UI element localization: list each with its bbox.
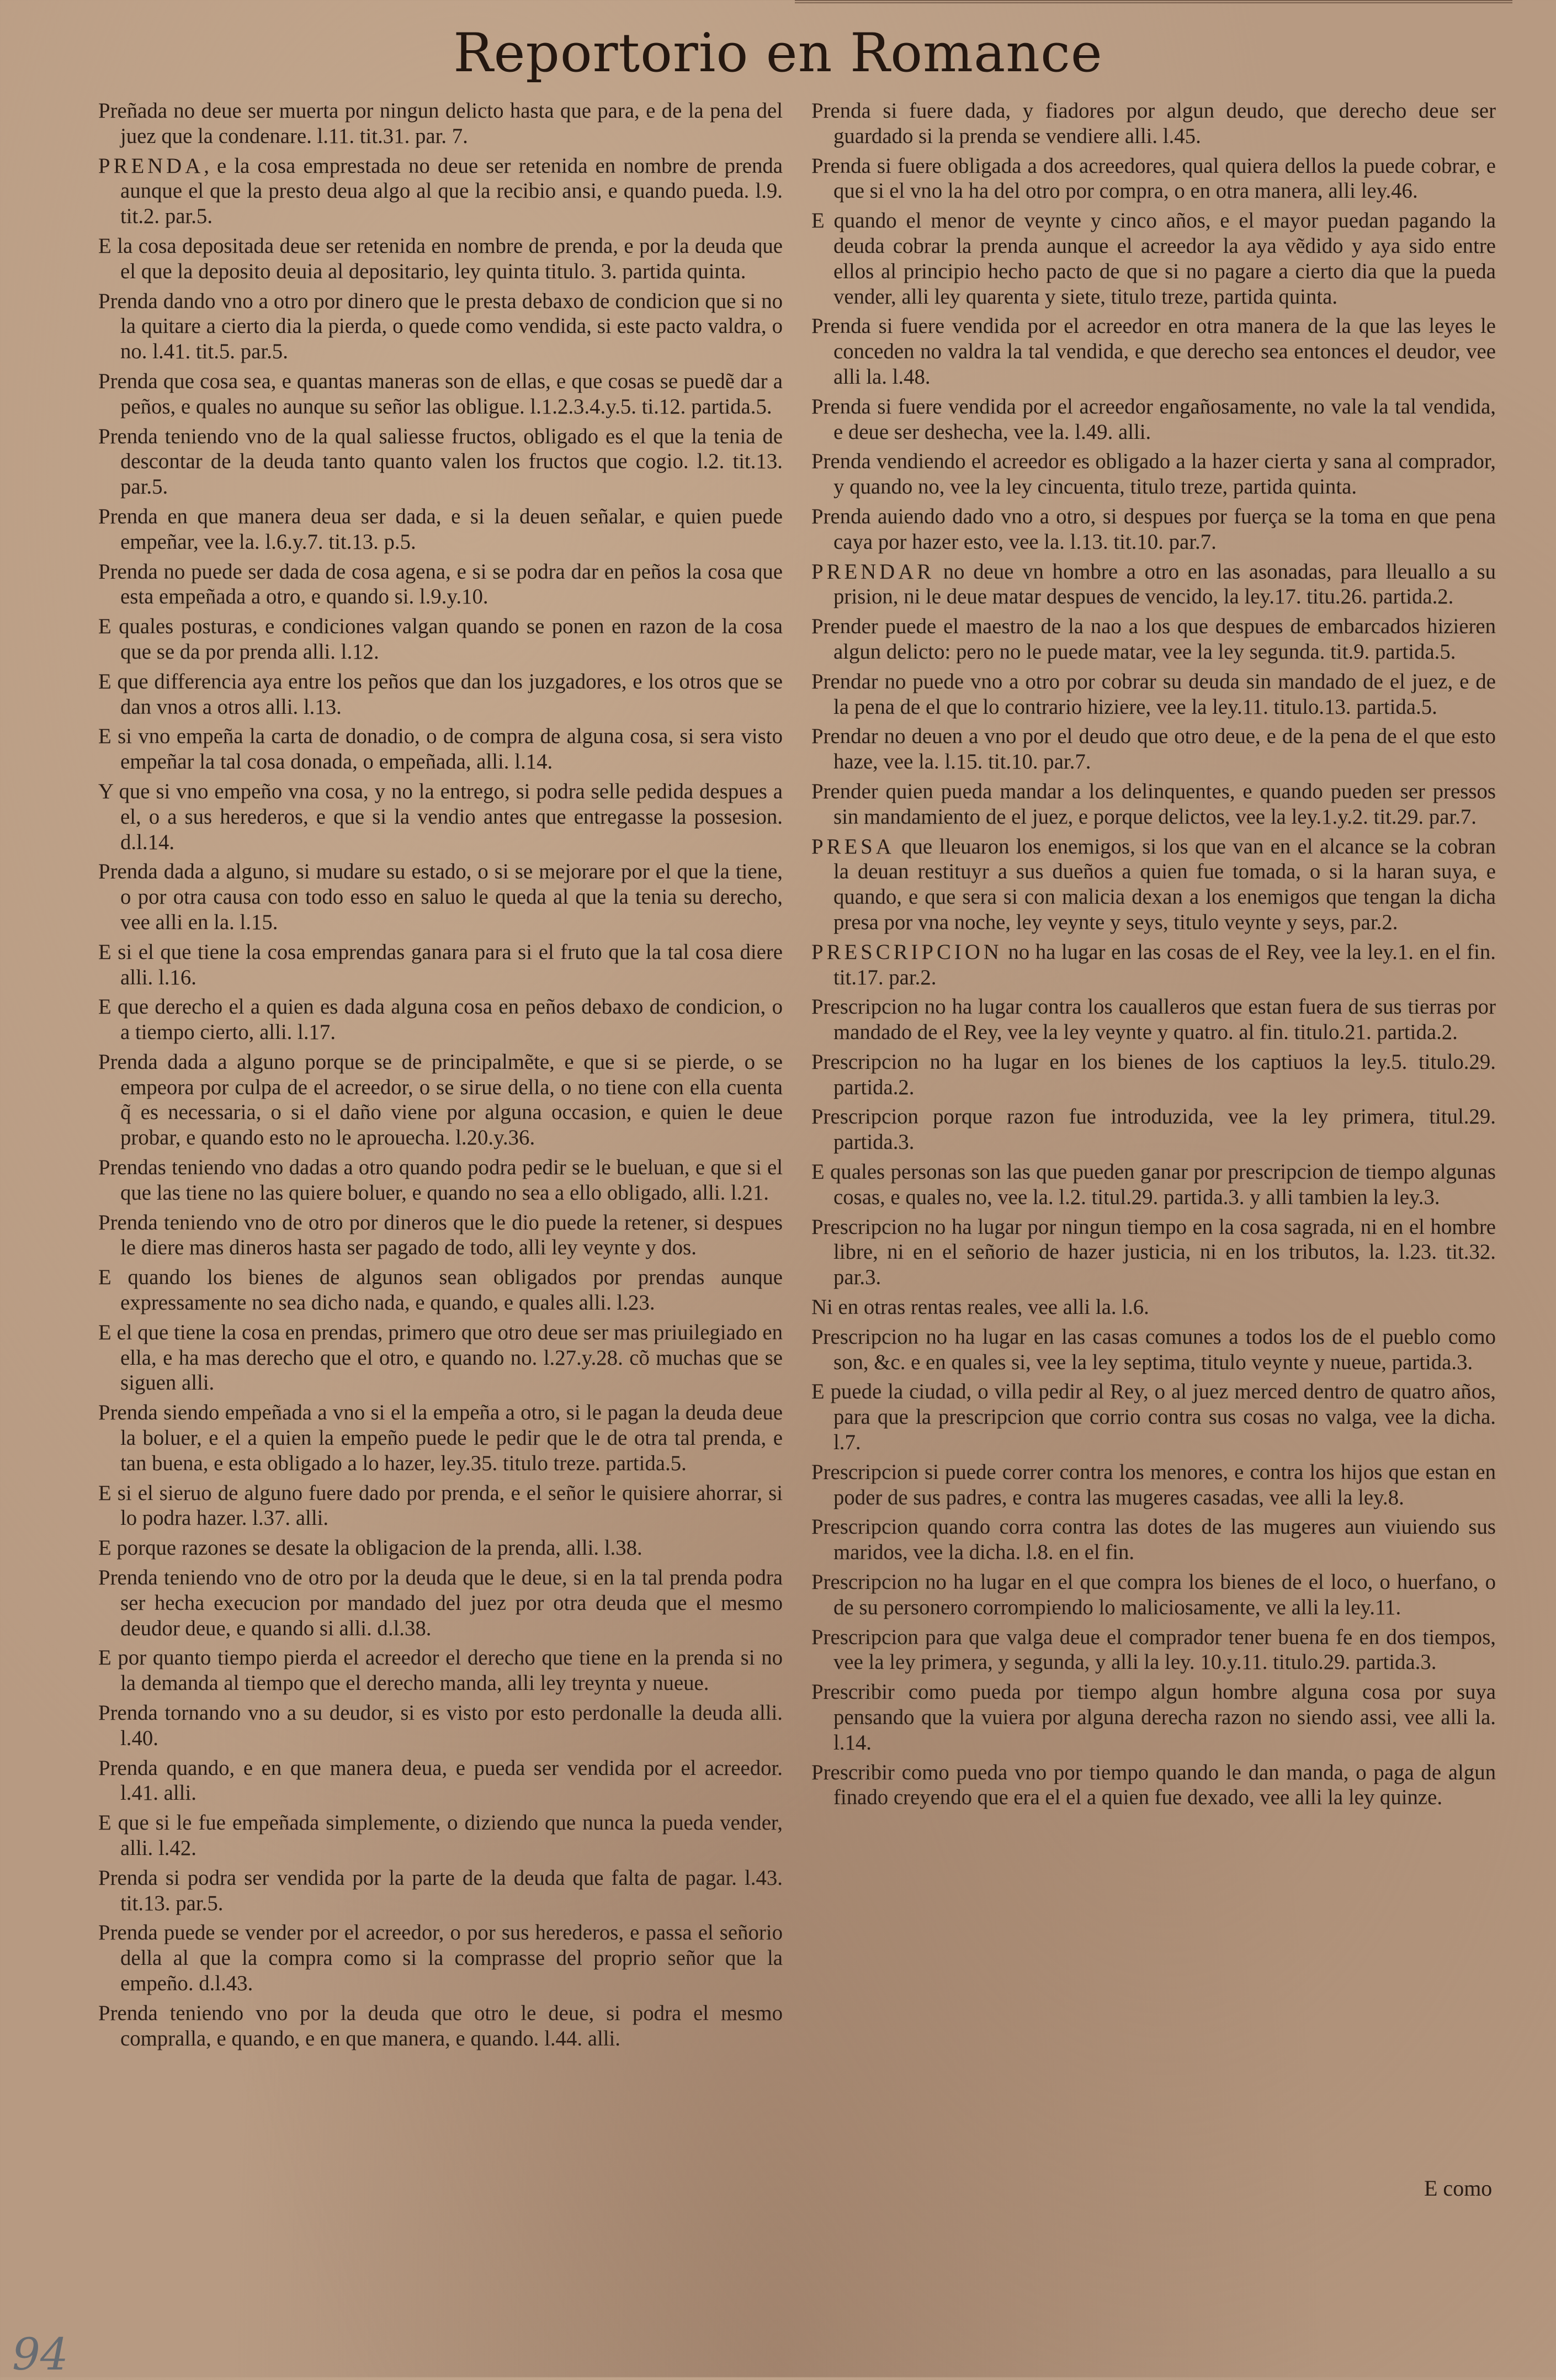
index-entry [811, 724, 1496, 775]
entry-text: Prescripcion no ha lugar contra los caualleros que estan fuera de sus tierras por mandado de el Rey, vee la ley veynte y quatro. al fin. titulo.21. partida.2. [811, 995, 1496, 1045]
index-entry [98, 153, 783, 229]
index-entry [98, 1155, 783, 1206]
index-entry [811, 208, 1496, 309]
entry-text: E por quanto tiempo pierda el acreedor el derecho que tiene en la prenda si no la demanda al tiempo que el derecho manda, alli ley treynta y nueue. [98, 1646, 783, 1695]
entry-text: E que differencia aya entre los peños que dan los juzgadores, e los otros que se dan vnos a otros alli. l.13. [98, 669, 783, 719]
index-entry [98, 424, 783, 500]
index-entry [811, 1460, 1496, 1510]
index-entry [811, 940, 1496, 990]
entry-keyword: PRESCRIPCION [811, 940, 1002, 964]
entry-text: Y que si vno empeño vna cosa, y no la entrego, si podra selle pedida despues a el, o a sus herederos, e que si la vendio antes que entregasse la possesion. d.l.14. [98, 779, 783, 854]
index-entry [811, 994, 1496, 1045]
entry-text: Prenda teniendo vno por la deuda que otro le deue, si podra el mesmo compralla, e quando, e en que manera, e quando. l.44. alli. [98, 2001, 783, 2050]
index-entry [98, 234, 783, 284]
entry-text: E que si le fue empeñada simplemente, o diziendo que nunca la pueda vender, alli. l.42. [98, 1811, 783, 1860]
index-entry [98, 669, 783, 720]
index-entry [811, 1215, 1496, 1290]
index-entry [811, 779, 1496, 830]
entry-text: Prescripcion no ha lugar en los bienes de los captiuos la ley.5. titulo.29. partida.2. [811, 1049, 1496, 1099]
entry-text: Prenda dada a alguno porque se de principalmẽte, e que si se pierde, o se empeora por culpa de el acreedor, o se sirue della, o no tiene con ella cuenta q̃ es necessaria, o si el daño viene por alguna occasion, e quien le deue probar, e quando esto no le aprouecha. l.20.y.36. [98, 1049, 783, 1150]
entry-text: Prescripcion no ha lugar en el que compra los bienes de el loco, o huerfano, o de su personero corrompiendo lo maliciosamente, ve alli la ley.11. [811, 1570, 1496, 1619]
right-column [811, 98, 1496, 1815]
index-entry [98, 1320, 783, 1396]
index-entry [811, 834, 1496, 935]
entry-text: Prescripcion no ha lugar por ningun tiempo en la cosa sagrada, ni en el hombre libre, ni en el señorio de hazer justicia, ni en los tributos, la. l.23. tit.32. par.3. [811, 1215, 1496, 1290]
index-entry [98, 1700, 783, 1751]
entry-text: E porque razones se desate la obligacion de la prenda, alli. l.38. [98, 1536, 642, 1560]
entry-text: Prenda vendiendo el acreedor es obligado a la hazer cierta y sana al comprador, y quando no, vee la ley cincuenta, titulo treze, partida quinta. [811, 449, 1496, 499]
index-entry [98, 859, 783, 935]
index-entry [98, 724, 783, 775]
index-entry [98, 1756, 783, 1806]
entry-keyword: PRENDA [98, 153, 204, 178]
entry-text: Ni en otras rentas reales, vee alli la. l.6. [811, 1295, 1149, 1319]
entry-text: Prenda si fuere dada, y fiadores por algun deudo, que derecho deue ser guardado si la prenda se vendiere alli. l.45. [811, 99, 1496, 148]
index-entry [98, 1645, 783, 1696]
left-column [98, 98, 783, 2055]
entry-text: E quales personas son las que pueden ganar por prescripcion de tiempo algunas cosas, e quales no, vee la. l.2. titul.29. partida.3. y alli tambien la ley.3. [811, 1160, 1496, 1209]
entry-text: Prescripcion para que valga deue el comprador tener buena fe en dos tiempos, vee la ley primera, y segunda, y alli la ley. 10.y.11. titulo.29. partida.3. [811, 1625, 1496, 1674]
index-entry [811, 614, 1496, 665]
index-entry [98, 1865, 783, 1916]
index-entry [811, 98, 1496, 149]
entry-text: Prescribir como pueda por tiempo algun hombre alguna cosa por suya pensando que la vuiera por alguna derecha razon no siendo assi, vee alli la. l.14. [811, 1680, 1496, 1754]
entry-text: Prendas teniendo vno dadas a otro quando podra pedir se le bueluan, e que si el que las tiene no las quiere boluer, e quando no sea a ello obligado, alli. l.21. [98, 1155, 783, 1205]
index-entry [98, 1210, 783, 1261]
index-entry [811, 669, 1496, 720]
entry-text: E si el que tiene la cosa emprendas ganara para si el fruto que la tal cosa diere alli. l.16. [98, 940, 783, 989]
index-entry [811, 1760, 1496, 1811]
catchword: E como [1424, 2176, 1493, 2201]
index-entry [98, 98, 783, 149]
entry-text: Prendar no puede vno a otro por cobrar su deuda sin mandado de el juez, e de la pena de el que lo contrario hiziere, vee la ley.11. titulo.13. partida.5. [811, 669, 1496, 719]
page-title: Reportorio en Romance [453, 22, 1103, 84]
page-top-edge [795, 0, 1512, 9]
folio-number: 94 [12, 2329, 68, 2380]
entry-text: que lleuaron los enemigos, si los que van en el alcance se la cobran la deuan restituyr a sus dueños a quien fue tomada, o si la haran suya, e quando, e que sera si con malicia dexan a los enemigos que tengan la dicha presa por vna noche, ley veynte y seys, titulo veynte y seys, par.2. [833, 834, 1496, 934]
index-entry [811, 1625, 1496, 1676]
index-entry [98, 504, 783, 555]
entry-text: E quales posturas, e condiciones valgan quando se ponen en razon de la cosa que se da por prenda alli. l.12. [98, 614, 783, 664]
entry-text: Prenda si fuere obligada a dos acreedores, qual quiera dellos la puede cobrar, e que si el vno la ha del otro por compra, o en otra manera, alli ley.46. [811, 153, 1496, 203]
index-entry [811, 1295, 1496, 1320]
index-entry [811, 559, 1496, 610]
index-entry [811, 1570, 1496, 1620]
entry-text: , e la cosa emprestada no deue ser retenida en nombre de prenda aunque el que la presto deua algo al que la recibio ansi, e quando pueda. l.9. tit.2. par.5. [120, 153, 783, 229]
entry-text: Prescripcion si puede correr contra los menores, e contra los hijos que estan en poder de sus padres, e contra las mugeres casadas, vee alli la ley.8. [811, 1460, 1496, 1509]
entry-text: Prenda si fuere vendida por el acreedor engañosamente, no vale la tal vendida, e deue ser deshecha, vee la. l.49. alli. [811, 394, 1496, 444]
index-entry [98, 614, 783, 665]
entry-text: Prenda puede se vender por el acreedor, o por sus herederos, e passa el señorio della al que la compra como si la comprasse del proprio señor que la empeño. d.l.43. [98, 1921, 783, 1995]
index-entry [98, 559, 783, 610]
index-entry [811, 1679, 1496, 1755]
entry-text: no ha lugar en las cosas de el Rey, vee la ley.1. en el fin. tit.17. par.2. [833, 940, 1496, 989]
entry-keyword: PRESA [811, 834, 895, 858]
index-entry [98, 1265, 783, 1316]
entry-keyword: PRENDAR [811, 559, 935, 584]
entry-text: Prenda teniendo vno de otro por dineros que le dio puede la retener, si despues le diere mas dineros hasta ser pagado de todo, alli ley veynte y dos. [98, 1210, 783, 1260]
entry-text: Prescripcion no ha lugar en las casas comunes a todos los de el pueblo como son, &c. e en quales si, vee la ley septima, titulo veynte y nueue, partida.3. [811, 1324, 1496, 1374]
index-entry [98, 1565, 783, 1641]
entry-text: Prenda teniendo vno de la qual saliesse fructos, obligado es el que la tenia de descontar de la deuda tanto quanto valen los fructos que cogio. l.2. tit.13. par.5. [98, 424, 783, 499]
entry-text: E si el sieruo de alguno fuere dado por prenda, e el señor le quisiere ahorrar, si lo podra hazer. l.37. alli. [98, 1481, 783, 1530]
entry-text: Prescripcion porque razon fue introduzida, vee la ley primera, titul.29. partida.3. [811, 1105, 1496, 1154]
index-entry [98, 779, 783, 855]
index-entry [98, 2001, 783, 2052]
entry-text: Prenda dando vno a otro por dinero que le presta debaxo de condicion que si no la quitare a cierto dia la pierda, o quede como vendida, si este pacto valdra, o no. l.41. tit.5. par.5. [98, 289, 783, 364]
entry-text: Prenda tornando vno a su deudor, si es visto por esto perdonalle la deuda alli. l.40. [98, 1701, 783, 1750]
index-entry [811, 1324, 1496, 1375]
index-entry [811, 1104, 1496, 1155]
index-entry [811, 449, 1496, 500]
index-entry [98, 1049, 783, 1151]
entry-text: Prenda auiendo dado vno a otro, si despues por fuerça se la toma en que pena caya por hazer esto, vee la. l.13. tit.10. par.7. [811, 504, 1496, 554]
entry-text: Prendar no deuen a vno por el deudo que otro deue, e de la pena de el que esto haze, vee la. l.15. tit.10. par.7. [811, 724, 1496, 774]
index-entry [811, 314, 1496, 389]
entry-text: Prenda dada a alguno, si mudare su estado, o si se mejorare por el que la tiene, o por otra causa con todo esso en saluo le queda al que la tenia su derecho, vee alli en la. l.15. [98, 860, 783, 934]
entry-text: E quando los bienes de algunos sean obligados por prendas aunque expressamente no sea dicho nada, e quando, e quales alli. l.23. [98, 1265, 783, 1315]
entry-text: Prenda siendo empeñada a vno si el la empeña a otro, si le pagan la deuda deue la boluer, e el a quien la empeño puede le pedir que le de otra tal prenda, e tan buena, e esta obligado a lo hazer, ley.35. titulo treze. partida.5. [98, 1401, 783, 1475]
index-entry [811, 1379, 1496, 1455]
index-entry [98, 1481, 783, 1531]
index-entry [98, 994, 783, 1045]
entry-text: Prender quien pueda mandar a los delinquentes, e quando pueden ser pressos sin mandamiento de el juez, e porque delictos, vee la ley.1.y.2. tit.29. par.7. [811, 779, 1496, 829]
entry-text: Prescripcion quando corra contra las dotes de las mugeres aun viuiendo sus maridos, vee la dicha. l.8. en el fin. [811, 1515, 1496, 1565]
entry-text: E el que tiene la cosa en prendas, primero que otro deue ser mas priuilegiado en ella, e ha mas derecho que el otro, e quando no. l.27.y.28. cõ muchas que se siguen alli. [98, 1320, 783, 1395]
entry-text: E quando el menor de veynte y cinco años, e el mayor puedan pagando la deuda cobrar la prenda aunque el acreedor la aya vẽdido y aya sido entre ellos al principio hecho pacto de que si no pagare a cierto dia que la pueda vender, alli ley quarenta y siete, titulo treze, partida quinta. [811, 209, 1496, 309]
index-entry [811, 504, 1496, 555]
index-entry [811, 1514, 1496, 1565]
entry-text: Prenda en que manera deua ser dada, e si la deuen señalar, e quien puede empeñar, vee la. l.6.y.7. tit.13. p.5. [98, 504, 783, 554]
entry-text: Prenda que cosa sea, e quantas maneras son de ellas, e que cosas se puedẽ dar a peños, e quales no aunque su señor las obligue. l.1.2.3.4.y.5. ti.12. partida.5. [98, 369, 783, 418]
index-entry [811, 1159, 1496, 1210]
index-entry [98, 1400, 783, 1476]
entry-text: Prenda si podra ser vendida por la parte de la deuda que falta de pagar. l.43. tit.13. par.5. [98, 1865, 783, 1915]
index-entry [98, 369, 783, 420]
entry-text: Prenda no puede ser dada de cosa agena, e si se podra dar en peños la cosa que esta empeñada a otro, e quando si. l.9.y.10. [98, 559, 783, 609]
index-entry [811, 1049, 1496, 1100]
entry-text: Prenda si fuere vendida por el acreedor en otra manera de la que las leyes le conceden no valdra la tal vendida, e que derecho sea entonces el deudor, vee alli la. l.48. [811, 314, 1496, 389]
entry-text: E la cosa depositada deue ser retenida en nombre de prenda, e por la deuda que el que la deposito deuia al depositario, ley quinta titulo. 3. partida quinta. [98, 234, 783, 283]
entry-text: Prenda quando, e en que manera deua, e pueda ser vendida por el acreedor. l.41. alli. [98, 1756, 783, 1805]
entry-text: Prescribir como pueda vno por tiempo quando le dan manda, o paga de algun finado creyendo que era el el a quien fue dexado, vee alli la ley quinze. [811, 1760, 1496, 1810]
entry-text: E si vno empeña la carta de donadio, o de compra de alguna cosa, si sera visto empeñar la tal cosa donada, o empeñada, alli. l.14. [98, 724, 783, 774]
index-entry [98, 289, 783, 364]
index-entry [98, 1535, 783, 1561]
index-entry [98, 940, 783, 990]
index-entry [811, 394, 1496, 445]
entry-text: Preñada no deue ser muerta por ningun delicto hasta que para, e de la pena del juez que la condenare. l.11. tit.31. par. 7. [98, 99, 783, 148]
entry-text: Prenda teniendo vno de otro por la deuda que le deue, si en la tal prenda podra ser hecha execucion por mandado del juez por otra deuda que el mesmo deudor deue, e quando si alli. d.l.38. [98, 1566, 783, 1640]
entry-text: Prender puede el maestro de la nao a los que despues de embarcados hizieren algun delicto: pero no le puede matar, vee la ley segunda. tit.9. partida.5. [811, 614, 1496, 664]
entry-text: E que derecho el a quien es dada alguna cosa en peños debaxo de condicion, o a tiempo cierto, alli. l.17. [98, 995, 783, 1045]
entry-text: no deue vn hombre a otro en las asonadas, para lleuallo a su prision, ni le deue matar despues de vencido, la ley.17. titu.26. partida.2. [833, 559, 1496, 609]
index-entry [98, 1920, 783, 1996]
entry-text: E puede la ciudad, o villa pedir al Rey, o al juez merced dentro de quatro años, para que la prescripcion que corrio contra sus cosas no valga, vee la dicha. l.7. [811, 1380, 1496, 1455]
index-entry [811, 153, 1496, 204]
index-entry [98, 1810, 783, 1861]
